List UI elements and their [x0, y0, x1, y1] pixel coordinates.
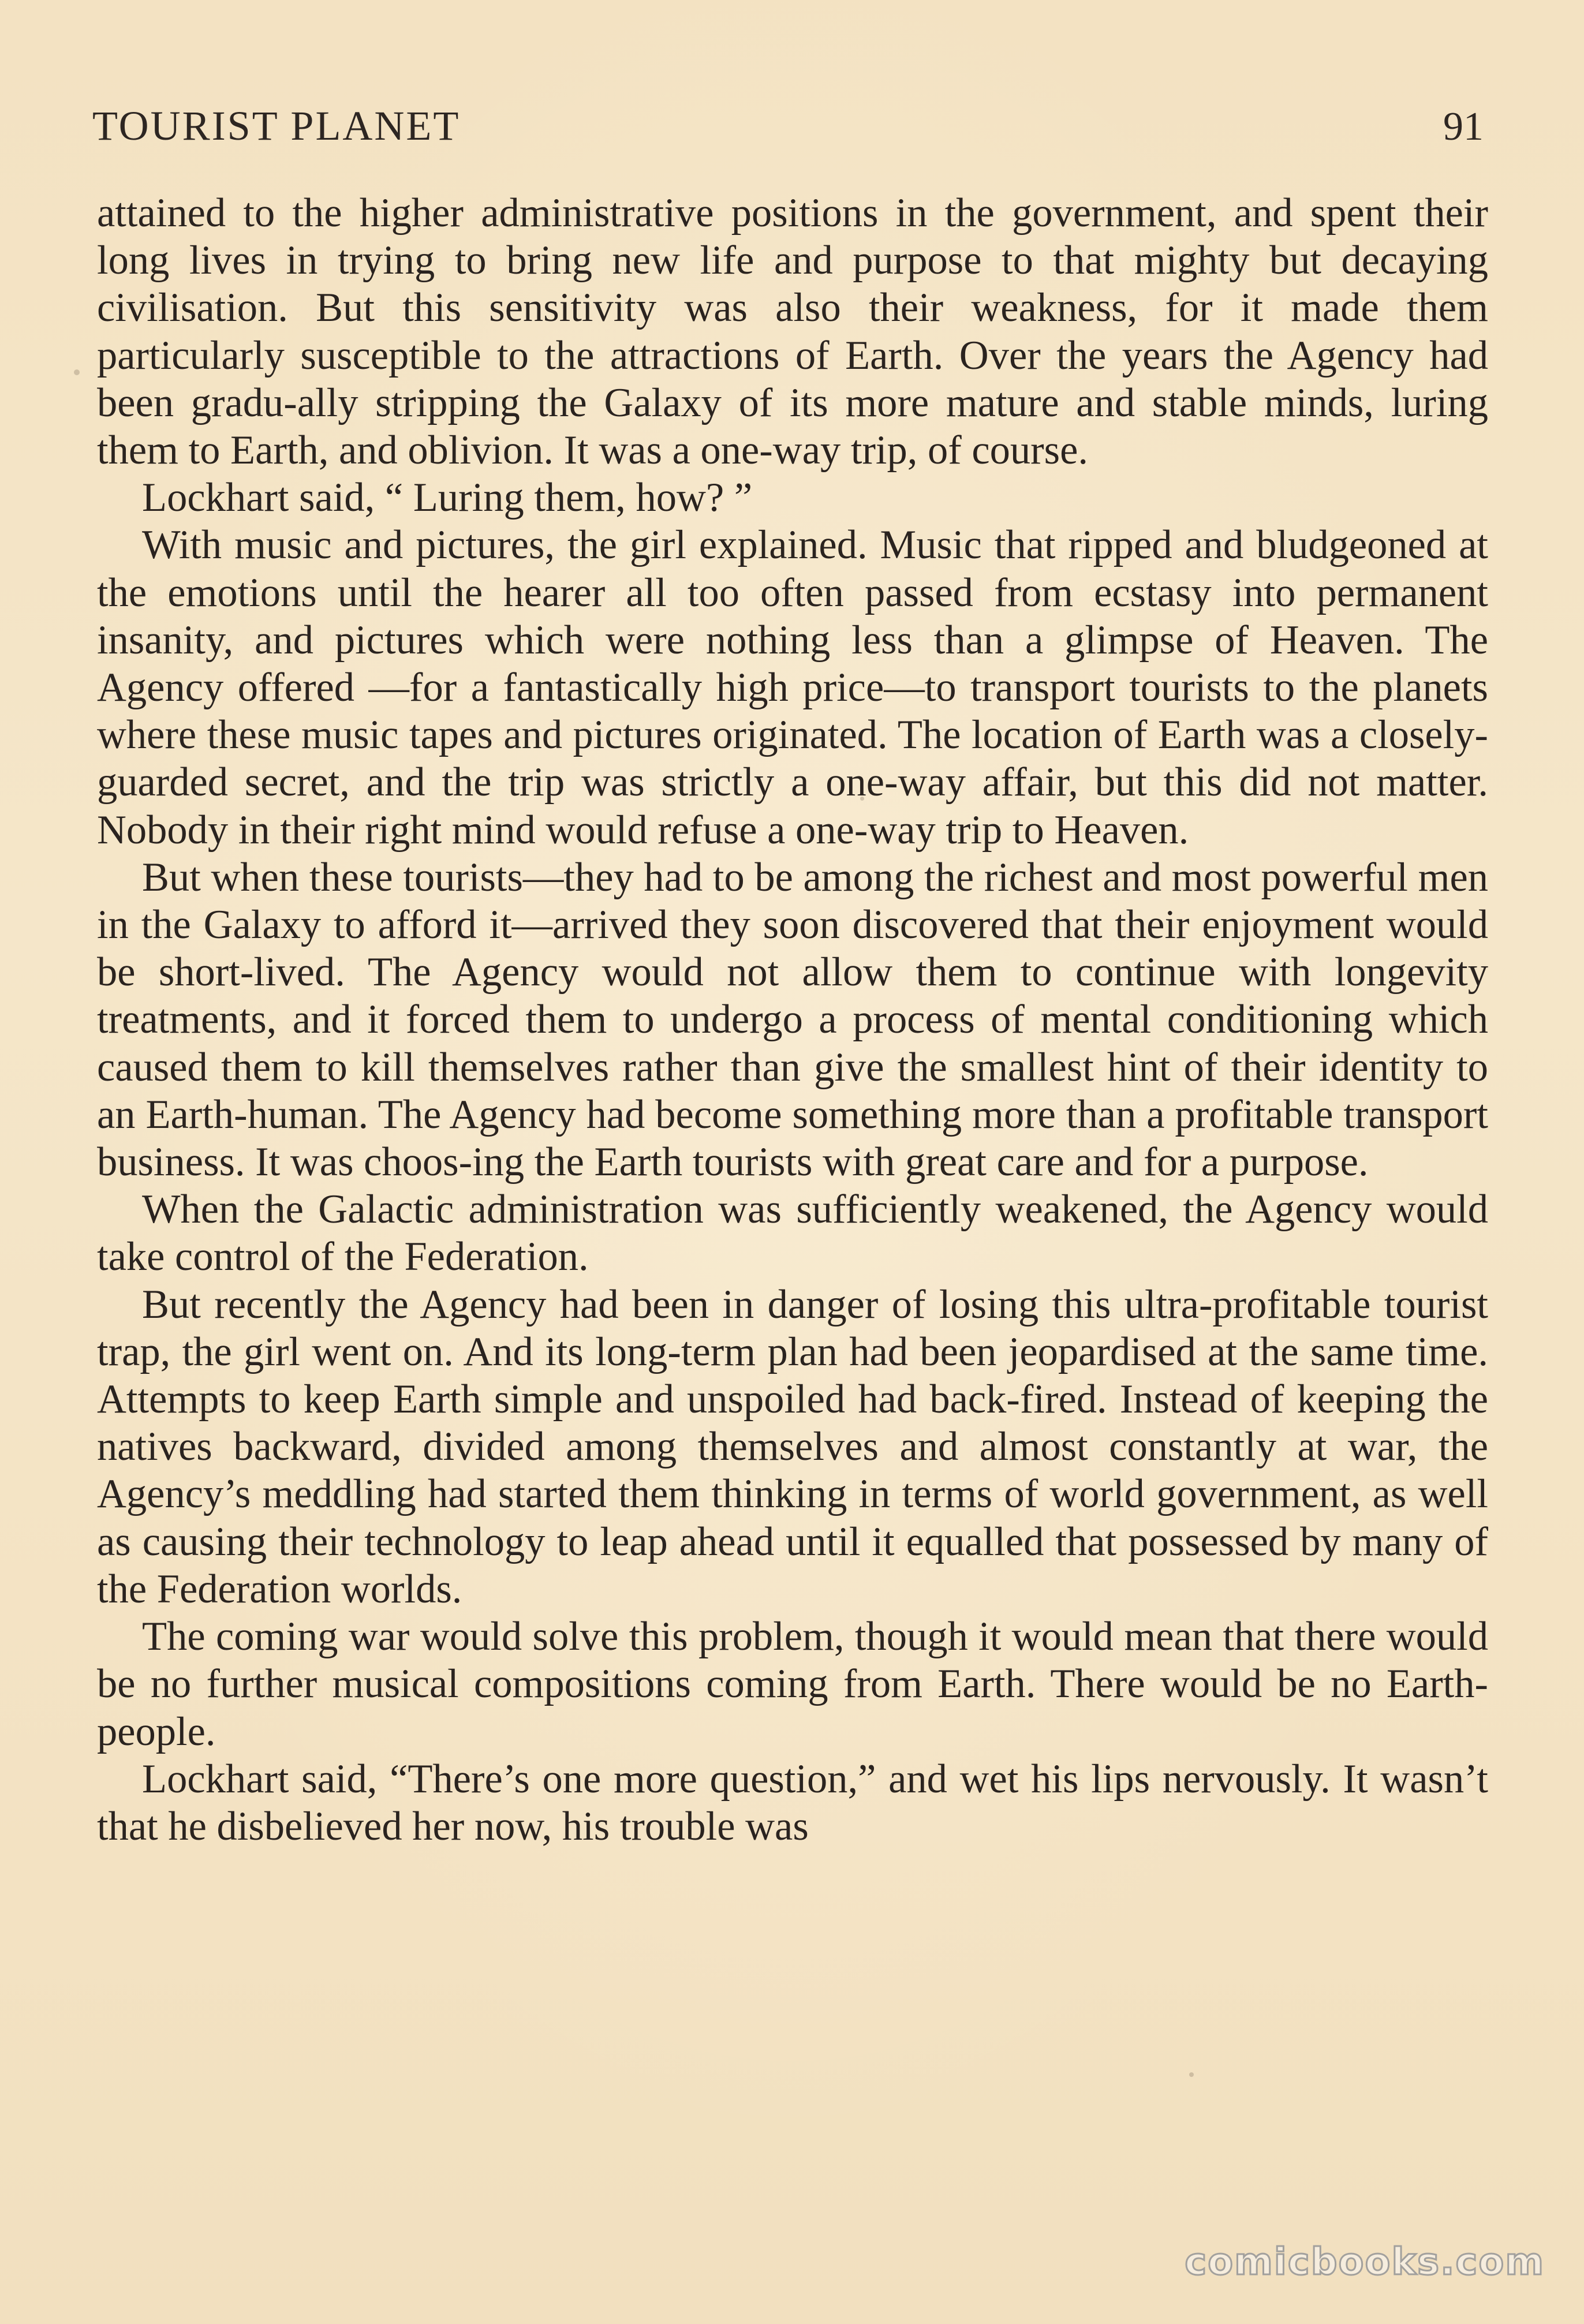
paper-speck [74, 369, 80, 375]
page-number: 91 [1443, 104, 1484, 149]
paragraph: Lockhart said, “There’s one more question,” and wet his lips nervously. It wasn’t that he disbelieved her now, his trouble was [97, 1756, 1488, 1849]
running-head [92, 87, 1495, 150]
paragraph: attained to the higher administrative positions in the government, and spent their long lives in trying to bring new life and purpose to that mighty but decaying civilisation. But this sensitivity was also their weakness, for it made them particularly susceptible to the attractions of Earth. Over the years the Agency had been gradu-ally stripping the Galaxy of its more mature and stable minds, luring them to Earth, and oblivion. It was a one-way trip, of course. [97, 190, 1488, 473]
paper-speck [1189, 2072, 1194, 2077]
body-text [97, 189, 1488, 1850]
paragraph: With music and pictures, the girl explained. Music that ripped and bludgeoned at the emotions until the hearer all too often passed from ecstasy into permanent insanity, and pictures which were nothing less than a glimpse of Heaven. The Agency offered —for a fantastically high price—to transport tourists to the planets where these music tapes and pictures originated. The location of Earth was a closely-guarded secret, and the trip was strictly a one-way affair, but this did not matter. Nobody in their right mind would refuse a one-way trip to Heaven. [97, 522, 1488, 853]
running-title: TOURIST PLANET [92, 103, 461, 149]
paper-speck [860, 797, 864, 801]
paragraph: When the Galactic administration was sufficiently weakened, the Agency would take control of the Federation. [97, 1187, 1488, 1280]
paragraph: Lockhart said, “ Luring them, how? ” [142, 475, 753, 521]
watermark: comicbooks.com [1185, 2241, 1545, 2284]
paragraph: The coming war would solve this problem, though it would mean that there would be no further musical compositions coming from Earth. There would be no Earth-people. [97, 1614, 1488, 1754]
paragraph: But when these tourists—they had to be among the richest and most powerful men in the Galaxy to afford it—arrived they soon discovered that their enjoyment would be short-lived. The Agency would not allow them to continue with longevity treatments, and it forced them to undergo a process of mental conditioning which caused them to kill themselves rather than give the smallest hint of their identity to an Earth-human. The Agency had become something more than a profitable transport business. It was choos-ing the Earth tourists with great care and for a purpose. [97, 854, 1488, 1185]
paragraph: But recently the Agency had been in danger of losing this ultra-profitable tourist trap, the girl went on. And its long-term plan had been jeopardised at the same time. Attempts to keep Earth simple and unspoiled had back-fired. Instead of keeping the natives backward, divided among themselves and almost constantly at war, the Agency’s meddling had started them thinking in terms of world government, as well as causing their technology to leap ahead until it equalled that possessed by many of the Federation worlds. [97, 1281, 1488, 1612]
